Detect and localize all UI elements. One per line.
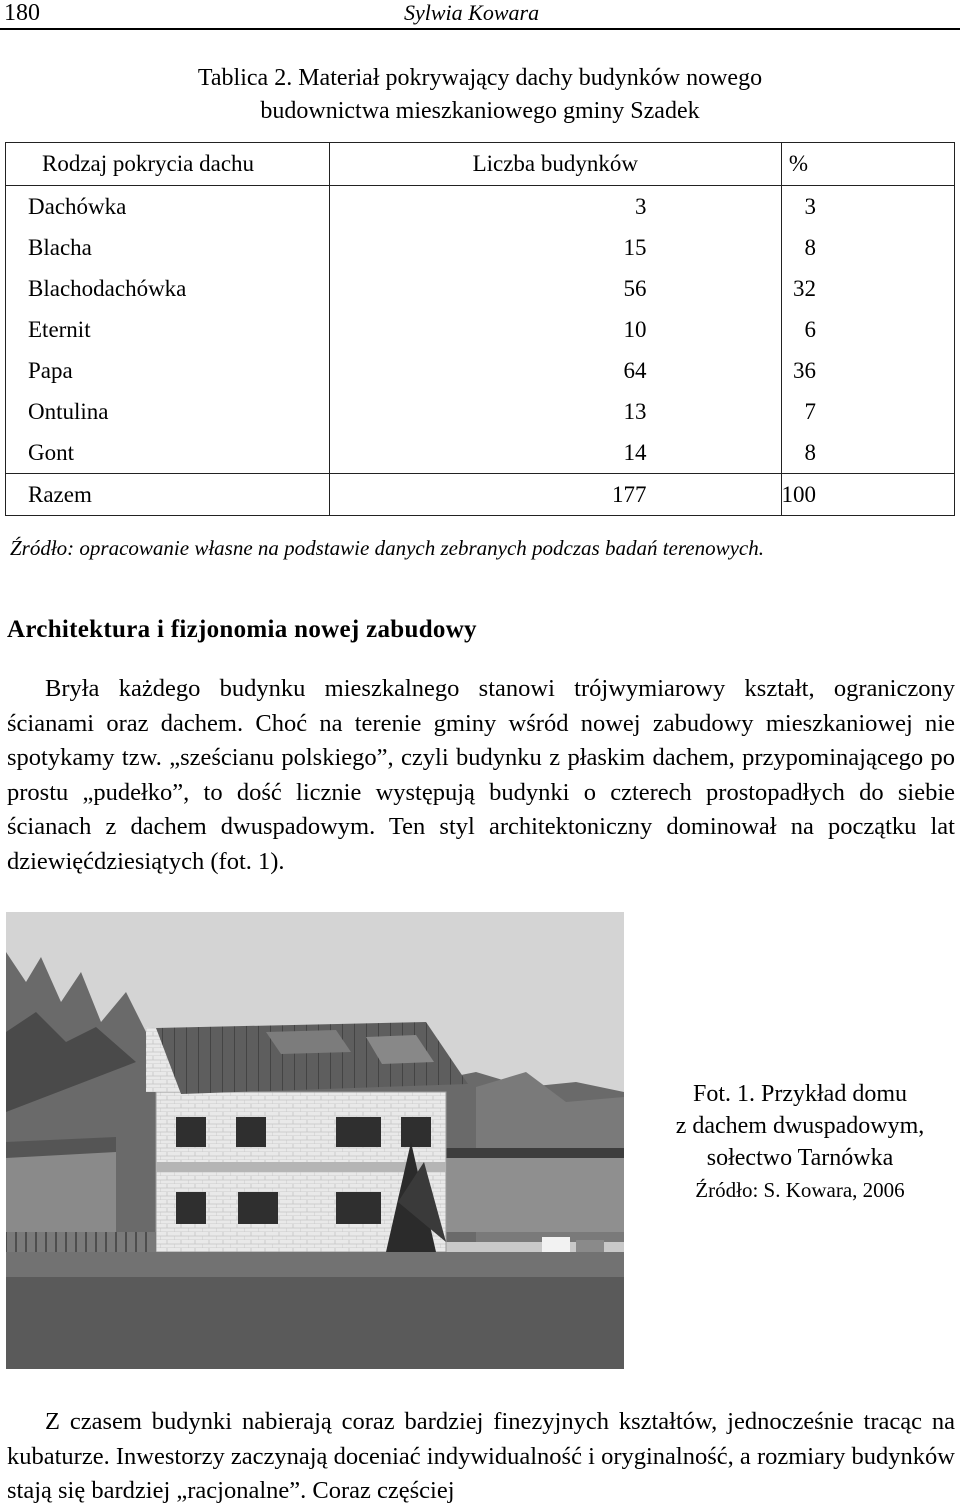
- cell-count: 177: [330, 474, 781, 516]
- cell-type: Dachówka: [6, 186, 330, 228]
- column-header-percent: %: [781, 143, 955, 186]
- cell-count: 10: [330, 309, 781, 350]
- window: [401, 1117, 431, 1147]
- table-row: [6, 227, 955, 268]
- shed: [426, 1152, 624, 1232]
- house-photo-illustration: [6, 912, 624, 1369]
- photo-caption-line-2: z dachem dwuspadowym,: [675, 1113, 925, 1139]
- table-caption: [0, 62, 960, 128]
- paragraph-2: Z czasem budynki nabierają coraz bardziej finezyjnych kształtów, jednocześnie tracąc na kubaturze. Inwestorzy zaczynają doceniać indywidualność i oryginalność, a rozmiary budynków stają się bardziej „racjonalne”. Coraz częściej: [7, 1408, 955, 1504]
- table-row: [6, 309, 955, 350]
- table-source-note: Źródło: opracowanie własne na podstawie danych zebranych podczas badań terenowych.: [10, 536, 764, 560]
- photo-caption-line-3: sołectwo Tarnówka: [706, 1145, 894, 1171]
- cell-percent: 32: [781, 268, 955, 309]
- cell-count: 15: [330, 227, 781, 268]
- roof-patch: [266, 1030, 351, 1054]
- window: [236, 1117, 266, 1147]
- table-row: [6, 350, 955, 391]
- beehive: [576, 1240, 604, 1252]
- cell-percent: 7: [781, 391, 955, 432]
- table-caption-line-2: budownictwa mieszkaniowego gminy Szadek: [260, 98, 700, 124]
- running-head: Sylwia Kowara: [404, 0, 540, 25]
- fence-posts: [6, 1232, 146, 1252]
- shed-roof: [426, 1148, 624, 1158]
- roof-material-table: [5, 142, 955, 516]
- cell-type: Razem: [6, 474, 330, 516]
- table-row: [6, 268, 955, 309]
- table-row: [6, 391, 955, 432]
- cell-count: 14: [330, 432, 781, 474]
- window: [336, 1192, 381, 1224]
- cell-percent: 6: [781, 309, 955, 350]
- photo-caption: [640, 1078, 960, 1206]
- cell-percent: 8: [781, 227, 955, 268]
- cell-type: Eternit: [6, 309, 330, 350]
- table-row: [6, 432, 955, 474]
- paragraph-1: Bryła każdego budynku mieszkalnego stanowi trójwymiarowy kształt, ograniczony ścianami oraz dachem. Choć na terenie gminy wśród nowej zabudowy mieszkaniowej nie spotykamy tzw. „sześcianu polskiego”, czyli budynku z płaskim dachem, przypominającego po prostu „pudełko”, to dość licznie występują budynki o czterech prostopadłych do siebie ścianach z dachem dwuspadowym. Ten styl architektoniczny dominował na początku lat dziewięćdziesiątych (fot. 1).: [7, 675, 955, 875]
- section-heading: Architektura i fizjonomia nowej zabudowy: [7, 616, 477, 643]
- cell-percent: 36: [781, 350, 955, 391]
- cell-type: Blacha: [6, 227, 330, 268]
- cell-type: Gont: [6, 432, 330, 474]
- cell-count: 3: [330, 186, 781, 228]
- cell-type: Ontulina: [6, 391, 330, 432]
- cell-type: Papa: [6, 350, 330, 391]
- cell-percent: 8: [781, 432, 955, 474]
- table-header-row: [6, 143, 955, 186]
- cell-percent: 3: [781, 186, 955, 228]
- cell-count: 56: [330, 268, 781, 309]
- column-header-count: Liczba budynków: [330, 143, 781, 186]
- page-header: [0, 0, 960, 30]
- window: [176, 1192, 206, 1224]
- photo-credit: Źródło: S. Kowara, 2006: [695, 1178, 905, 1202]
- field-edge: [6, 1252, 624, 1277]
- cell-percent: 100: [781, 474, 955, 516]
- cell-count: 64: [330, 350, 781, 391]
- column-header-type: Rodzaj pokrycia dachu: [6, 143, 330, 186]
- window: [176, 1117, 206, 1147]
- cell-count: 13: [330, 391, 781, 432]
- beehive: [542, 1237, 570, 1252]
- house-photo: [6, 912, 624, 1369]
- table-total-row: [6, 474, 955, 516]
- window: [336, 1117, 381, 1147]
- table-row: [6, 186, 955, 228]
- page-number: 180: [4, 0, 40, 26]
- balcony: [156, 1162, 446, 1172]
- fence: [6, 1232, 156, 1252]
- photo-caption-line-1: Fot. 1. Przykład domu: [693, 1081, 907, 1107]
- cell-type: Blachodachówka: [6, 268, 330, 309]
- table-caption-line-1: Tablica 2. Materiał pokrywający dachy budynków nowego: [197, 65, 763, 91]
- window: [238, 1192, 278, 1224]
